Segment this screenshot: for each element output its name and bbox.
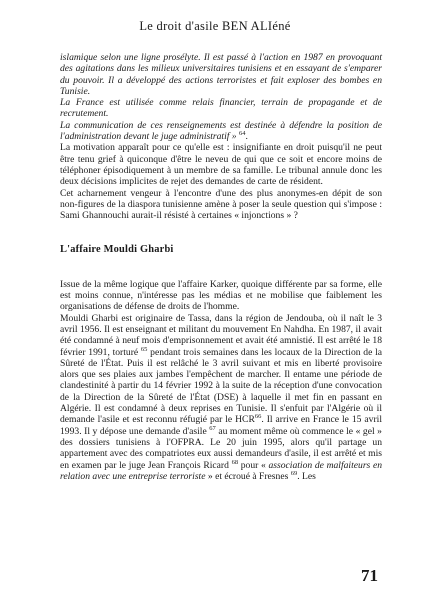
text-run: Mouldi Gharbi est originaire de Tassa, dans la région de Jendouba, où il naît le 3 avril 1956. Il est enseignant et militant du mouvement En Nahdha. En 1987, il avait été condamné à neuf mois d'emprisonnement et avait été amnistié. Il est arrêté le 18 février 1991, torturé	[60, 312, 382, 358]
body-text	[60, 52, 382, 482]
paragraph-biography	[60, 313, 382, 482]
footnote-ref: 68	[231, 458, 239, 466]
paragraph-acharnement: Cet acharnement vengeur à l'encontre d'une des plus anonymes-en dépit de son non-figures de la diaspora tunisienne amène à poser la seule question qui s'impose : Sami Ghannouchi aurait-il résisté à certaines « injonctions » ?	[60, 187, 382, 222]
text-run: . Il arrive en France le 15 avril 1993. Il y dépose une demande d'asile	[60, 414, 382, 437]
footnote-ref: 64	[239, 129, 246, 137]
quote-text: La communication de ces renseignements est destinée à défendre la position de l'administration devant le juge administratif »	[60, 119, 382, 143]
page-number: 71	[361, 566, 378, 585]
paragraph-intro: Issue de la même logique que l'affaire Karker, quoique différente par sa forme, elle est moins connue, n'intéresse pas les médias et ne mobilise que faiblement les organisations de défense de droits de l'homme.	[60, 278, 382, 313]
footnote-ref: 69	[290, 469, 298, 477]
text-run: . Les	[297, 470, 316, 482]
italic-run: association de malfaiteurs en relation avec une entreprise terroriste	[60, 459, 383, 482]
text-run: » et écroué à Fresnes	[205, 470, 289, 482]
section-title: L'affaire Mouldi Gharbi	[60, 244, 174, 256]
running-title: Le droit d'asile BEN ALIéné	[139, 19, 291, 33]
quote-paragraph-1: islamique selon une ligne prosélyte. Il est passé à l'action en 1987 en provoquant des agitations dans les milieux universitaires tunisiens et en essayant de s'emparer du pouvoir. Il a développé des actions terroristes et fait exploser des bombes en Tunisie.	[60, 52, 382, 97]
footnote-ref: 67	[209, 424, 216, 432]
footnote-ref: 65	[140, 345, 148, 353]
quote-paragraph-2: La France est utilisée comme relais financier, terrain de propagande et de recrutement.	[60, 97, 382, 120]
footnote-ref: 66	[254, 413, 262, 421]
text-run: au moment même où commence le « gel » des dossiers tunisiens à l'OFPRA. Le 20 juin 1995, alors qu'il partage un appartement avec des compatriotes eux aussi demandeurs d'asile, il est arrêté et mis en examen par le juge Jean François Ricard	[60, 425, 382, 471]
text-run: pour «	[238, 459, 269, 471]
quote-paragraph-3: La communication de ces renseignements est destinée à défendre la position de l'administration devant le juge administratif » $^{64}$.	[60, 119, 382, 143]
paragraph-motivation: La motivation apparaît pour ce qu'elle est : insignifiante en droit puisqu'il ne peut être tenu grief à quiconque d'être le neveu de qui que ce soit et encore moins de téléphoner épisodiquement à un membre de sa famille. Le tribunal annule donc les deux décisions implicites de rejet des demandes de carte de résident.	[60, 142, 382, 188]
text-run: pendant trois semaines dans les locaux de la Direction de la Sûreté de l'État. Puis il est relâché le 3 avril suivant et mis en liberté provisoire alors que ses plaies aux jambes l'empêchent de marcher. Il entame une période de clandestinité à partir du 14 février 1992 à la suite de la réception d'une convocation de la Direction de la Sûreté de l'État (DSE) à laquelle il met fin en passant en Algérie. Il est condamné à deux reprises en Tunisie. Il s'enfuit par l'Algérie où il demande l'asile et est reconnu réfugié par le HCR	[60, 346, 382, 426]
